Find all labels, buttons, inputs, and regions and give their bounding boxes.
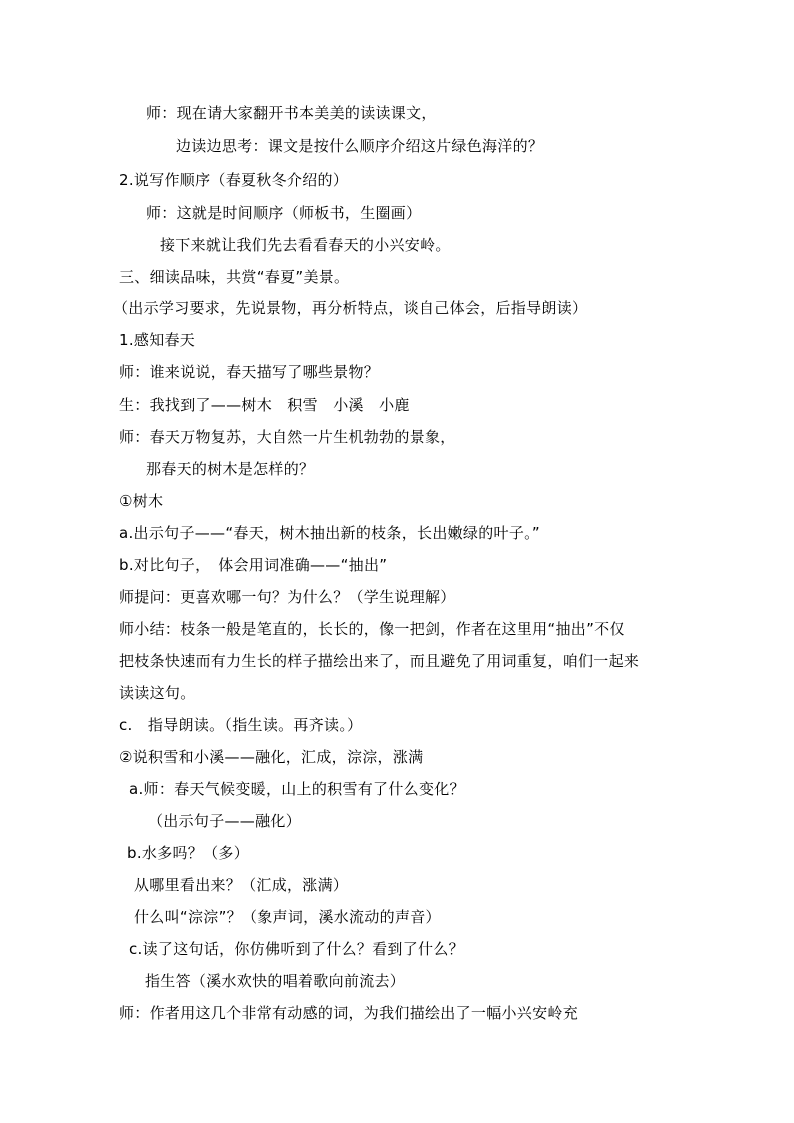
text-line: b.对比句子， 体会用词准确——“抽出” [119,556,388,574]
text-line: 师小结：枝条一般是笔直的，长长的，像一把剑，作者在这里用“抽出”不仅 [119,620,625,638]
text-line: ①树木 [119,492,164,510]
text-line: 接下来就让我们先去看看春天的小兴安岭。 [160,236,451,254]
text-line: a.师：春天气候变暖，山上的积雪有了什么变化？ [129,780,465,798]
text-line: 师：作者用这几个非常有动感的词，为我们描绘出了一幅小兴安岭充 [119,1004,579,1022]
text-line: 生：我找到了——树木 积雪 小溪 小鹿 [119,396,410,414]
text-line: c.读了这句话，你仿佛听到了什么？看到了什么？ [129,940,464,958]
text-line: 1.感知春天 [119,331,196,349]
text-line: 师：春天万物复苏，大自然一片生机勃勃的景象， [119,428,456,446]
text-line: 把枝条快速而有力生长的样子描绘出来了，而且避免了用词重复，咱们一起来 [119,652,640,670]
text-line: 师：现在请大家翻开书本美美的读读课文， [146,104,437,122]
text-line: （出示学习要求，先说景物，再分析特点，谈自己体会，后指导朗读） [113,299,588,317]
text-line: 从哪里看出来？（汇成，涨满） [134,876,349,894]
text-line: ②说积雪和小溪——融化，汇成，淙淙，涨满 [119,748,424,766]
text-line: a.出示句子——“春天，树木抽出新的枝条，长出嫩绿的叶子。” [119,524,541,542]
text-line: c. 指导朗读。（指生读。再齐读。） [119,716,363,734]
text-line: （出示句子——融化） [148,812,302,830]
text-line: 读读这句。 [119,684,196,702]
section-heading: 三、细读品味，共赏“春夏”美景。 [119,268,350,286]
text-line: b.水多吗？（多） [127,844,249,862]
text-line: 什么叫“淙淙”？（象声词，溪水流动的声音） [134,908,441,926]
text-line: 师提问：更喜欢哪一句？为什么？（学生说理解） [119,588,456,606]
text-line: 师：这就是时间顺序（师板书，生圈画） [146,204,422,222]
text-line: 师：谁来说说，春天描写了哪些景物？ [119,363,380,381]
text-line: 指生答（溪水欢快的唱着歌向前流去） [145,972,406,990]
text-line: 那春天的树木是怎样的？ [146,460,315,478]
text-line: 2.说写作顺序（春夏秋冬介绍的） [119,171,349,189]
text-line: 边读边思考：课文是按什么顺序介绍这片绿色海洋的？ [176,137,544,155]
